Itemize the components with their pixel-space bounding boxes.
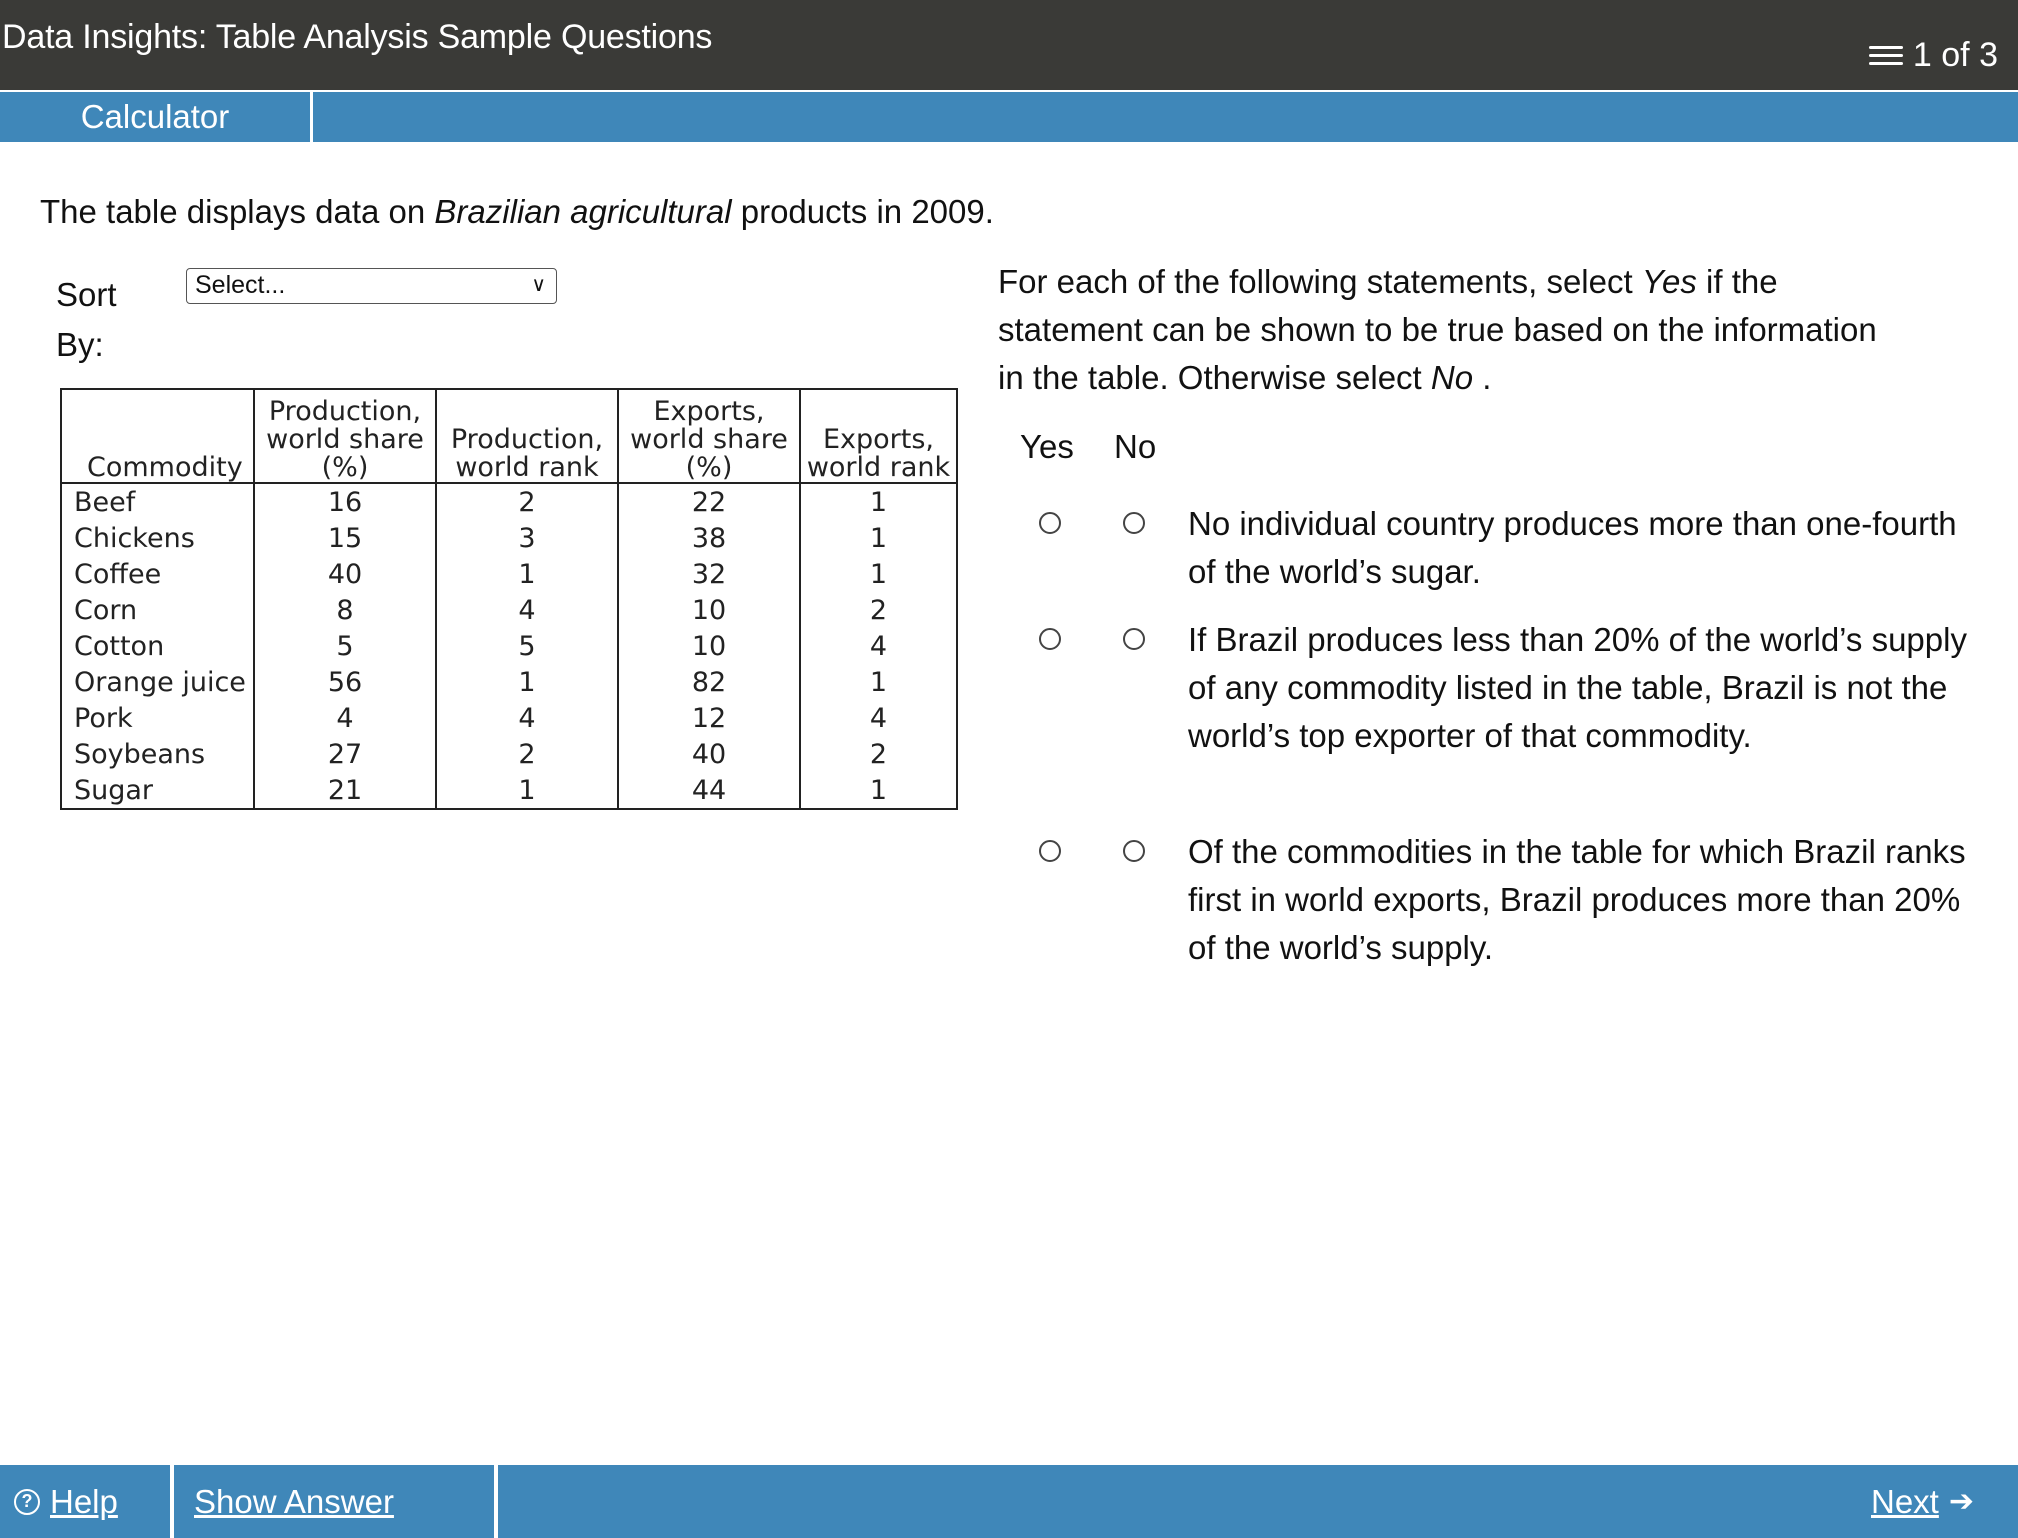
table-cell: 5 <box>436 628 618 664</box>
table-cell: 82 <box>618 664 800 700</box>
table-row <box>61 772 957 809</box>
table-cell: 1 <box>800 556 957 592</box>
calculator-button[interactable]: Calculator <box>0 92 313 142</box>
column-header[interactable]: Commodity <box>61 389 254 483</box>
table-cell: 1 <box>800 772 957 809</box>
table-cell: 1 <box>436 772 618 809</box>
table-cell: 4 <box>254 700 436 736</box>
table-cell: 2 <box>800 592 957 628</box>
table-cell: 1 <box>800 520 957 556</box>
table-cell: 2 <box>800 736 957 772</box>
table-cell: 27 <box>254 736 436 772</box>
table-cell: 2 <box>436 736 618 772</box>
table-cell: Corn <box>61 592 254 628</box>
table-row <box>61 592 957 628</box>
table-row <box>61 483 957 520</box>
table-cell: Coffee <box>61 556 254 592</box>
next-label: Next <box>1871 1482 1939 1520</box>
statement-1-yes-radio[interactable] <box>1039 512 1061 534</box>
statement-1-no-radio[interactable] <box>1123 512 1145 534</box>
footer-bar <box>0 1465 2018 1538</box>
column-header[interactable]: Production, world share (%) <box>254 389 436 483</box>
title-bar <box>0 0 2018 90</box>
table-row <box>61 700 957 736</box>
statement-2-yes-radio[interactable] <box>1039 628 1061 650</box>
column-header[interactable]: Exports, world share (%) <box>618 389 800 483</box>
table-cell: 5 <box>254 628 436 664</box>
table-header-row <box>61 389 957 483</box>
instructions <box>998 258 1898 402</box>
statement-3: Of the commodities in the table for which Brazil ranks first in world exports, Brazil produces more than 20% of the world’s supply. <box>1188 833 1966 966</box>
table-row <box>61 736 957 772</box>
data-table <box>60 388 958 810</box>
table-row <box>61 520 957 556</box>
table-cell: 12 <box>618 700 800 736</box>
table-cell: Cotton <box>61 628 254 664</box>
table-cell: 56 <box>254 664 436 700</box>
column-header[interactable]: Exports, world rank <box>800 389 957 483</box>
toolbar <box>0 92 2018 142</box>
table-cell: 21 <box>254 772 436 809</box>
table-cell: 15 <box>254 520 436 556</box>
table-row <box>61 664 957 700</box>
intro-before: The table displays data on <box>40 193 435 230</box>
table-cell: 22 <box>618 483 800 520</box>
sort-select[interactable] <box>186 268 557 304</box>
arrow-right-icon: ➔ <box>1948 1485 1974 1518</box>
instructions-yes: Yes <box>1641 263 1697 300</box>
table-cell: 1 <box>800 483 957 520</box>
question-counter <box>1869 36 1998 75</box>
no-column-header: No <box>1114 428 1157 465</box>
intro-text <box>40 193 994 231</box>
table-cell: Orange juice <box>61 664 254 700</box>
statement-2: If Brazil produces less than 20% of the world’s supply of any commodity listed in the table, Brazil is not the world’s top exporter of that commodity. <box>1188 621 1967 754</box>
table-cell: 38 <box>618 520 800 556</box>
show-answer-label: Show Answer <box>194 1482 394 1520</box>
table-row <box>61 556 957 592</box>
table-cell: Chickens <box>61 520 254 556</box>
instructions-text: . <box>1473 359 1492 396</box>
table-cell: 10 <box>618 628 800 664</box>
table-cell: 1 <box>800 664 957 700</box>
table-cell: 10 <box>618 592 800 628</box>
statement-3-no-radio[interactable] <box>1123 840 1145 862</box>
table-cell: 4 <box>436 592 618 628</box>
yes-column-header: Yes <box>1020 428 1074 465</box>
table-cell: 1 <box>436 556 618 592</box>
chevron-down-icon: ∨ <box>531 274 546 296</box>
help-label: Help <box>50 1482 118 1520</box>
table-row <box>61 628 957 664</box>
help-icon: ? <box>14 1489 40 1515</box>
footer-divider <box>494 1465 498 1538</box>
table-cell: Beef <box>61 483 254 520</box>
intro-emphasis: Brazilian agricultural <box>434 193 732 230</box>
table-cell: 40 <box>254 556 436 592</box>
statement-1: No individual country produces more than one-fourth of the world’s sugar. <box>1188 505 1957 590</box>
table-cell: Pork <box>61 700 254 736</box>
footer-divider <box>170 1465 174 1538</box>
help-button[interactable] <box>14 1465 118 1538</box>
table-cell: 16 <box>254 483 436 520</box>
table-cell: 4 <box>800 700 957 736</box>
table-cell: 1 <box>436 664 618 700</box>
table-cell: 3 <box>436 520 618 556</box>
column-header[interactable]: Production, world rank <box>436 389 618 483</box>
table-cell: 8 <box>254 592 436 628</box>
table-cell: 4 <box>436 700 618 736</box>
sort-select-value: Select... <box>195 271 286 299</box>
statement-3-yes-radio[interactable] <box>1039 840 1061 862</box>
table-cell: 40 <box>618 736 800 772</box>
instructions-text: if the statement can be shown to be true based on the information in the table. Otherwise select <box>998 263 1877 396</box>
table-cell: Sugar <box>61 772 254 809</box>
intro-after: products in 2009. <box>731 193 994 230</box>
table-cell: 32 <box>618 556 800 592</box>
question-counter-text: 1 of 3 <box>1912 36 1998 74</box>
instructions-no: No <box>1430 359 1474 396</box>
table-cell: Soybeans <box>61 736 254 772</box>
page-title: Data Insights: Table Analysis Sample Questions <box>2 18 713 56</box>
list-icon[interactable] <box>1869 42 1903 70</box>
instructions-text: For each of the following statements, select <box>998 263 1642 300</box>
table-cell: 44 <box>618 772 800 809</box>
sort-label: Sort By: <box>56 276 117 363</box>
statement-2-no-radio[interactable] <box>1123 628 1145 650</box>
table-cell: 2 <box>436 483 618 520</box>
show-answer-button[interactable] <box>194 1465 394 1538</box>
next-button[interactable] <box>1871 1465 1974 1538</box>
table-cell: 4 <box>800 628 957 664</box>
